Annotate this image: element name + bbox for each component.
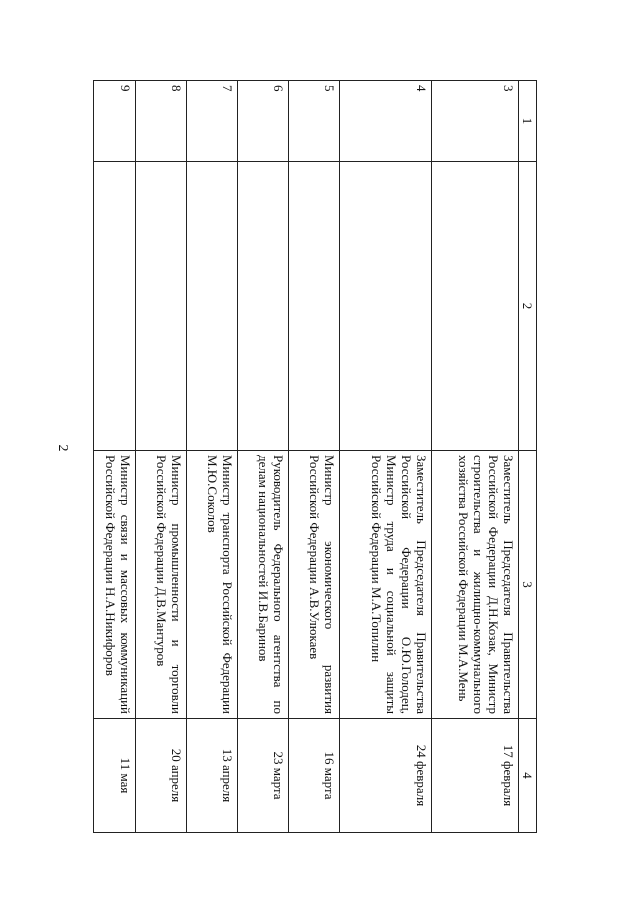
org-cell [289, 162, 340, 451]
person-cell: Министр промышленности и торговли Российской Федерации Д.В.Мантуров [136, 451, 187, 719]
org-cell [94, 162, 136, 451]
row-number: 7 [187, 81, 238, 162]
table-row [238, 81, 289, 833]
person-cell: Руководитель Федерального агентства по делам национальностей И.В.Баринов [238, 451, 289, 719]
org-cell [136, 162, 187, 451]
date-cell: 17 февраля [432, 719, 519, 833]
column-header: 4 [519, 719, 537, 833]
row-number: 5 [289, 81, 340, 162]
date-cell: 11 мая [94, 719, 136, 833]
row-number: 3 [432, 81, 519, 162]
table-frame [103, 80, 537, 832]
date-cell: 16 марта [289, 719, 340, 833]
table-row [432, 81, 519, 833]
row-number: 6 [238, 81, 289, 162]
person-cell: Заместитель Председателя Правительства Российской Федерации Д.Н.Козак, Министр строительства и жилищно-коммунального хозяйства Российской Федерации М.А.Мень [432, 451, 519, 719]
table-row [340, 81, 432, 833]
column-header: 1 [519, 81, 537, 162]
person-cell: Министр транспорта Российской Федерации М.Ю.Соколов [187, 451, 238, 719]
date-cell: 13 апреля [187, 719, 238, 833]
org-cell [340, 162, 432, 451]
person-cell: Заместитель Председателя Правительства Российской Федерации О.Ю.Голодец, Министр труда и социальной защиты Российской Федерации М.А.Топилин [340, 451, 432, 719]
table-row [289, 81, 340, 833]
org-cell [432, 162, 519, 451]
row-number: 4 [340, 81, 432, 162]
table-row [136, 81, 187, 833]
table-row [187, 81, 238, 833]
page-number: 2 [55, 444, 70, 452]
date-cell: 20 апреля [136, 719, 187, 833]
column-header: 3 [519, 451, 537, 719]
column-header: 2 [519, 162, 537, 451]
table-header-row [519, 81, 537, 833]
date-cell: 23 марта [238, 719, 289, 833]
row-number: 9 [94, 81, 136, 162]
org-cell [187, 162, 238, 451]
row-number: 8 [136, 81, 187, 162]
schedule-table [93, 80, 537, 833]
person-cell: Министр связи и массовых коммуникаций Российской Федерации Н.А.Никифоров [94, 451, 136, 719]
person-cell: Министр экономического развития Российской Федерации А.В.Улюкаев [289, 451, 340, 719]
table-row [94, 81, 136, 833]
org-cell [238, 162, 289, 451]
date-cell: 24 февраля [340, 719, 432, 833]
